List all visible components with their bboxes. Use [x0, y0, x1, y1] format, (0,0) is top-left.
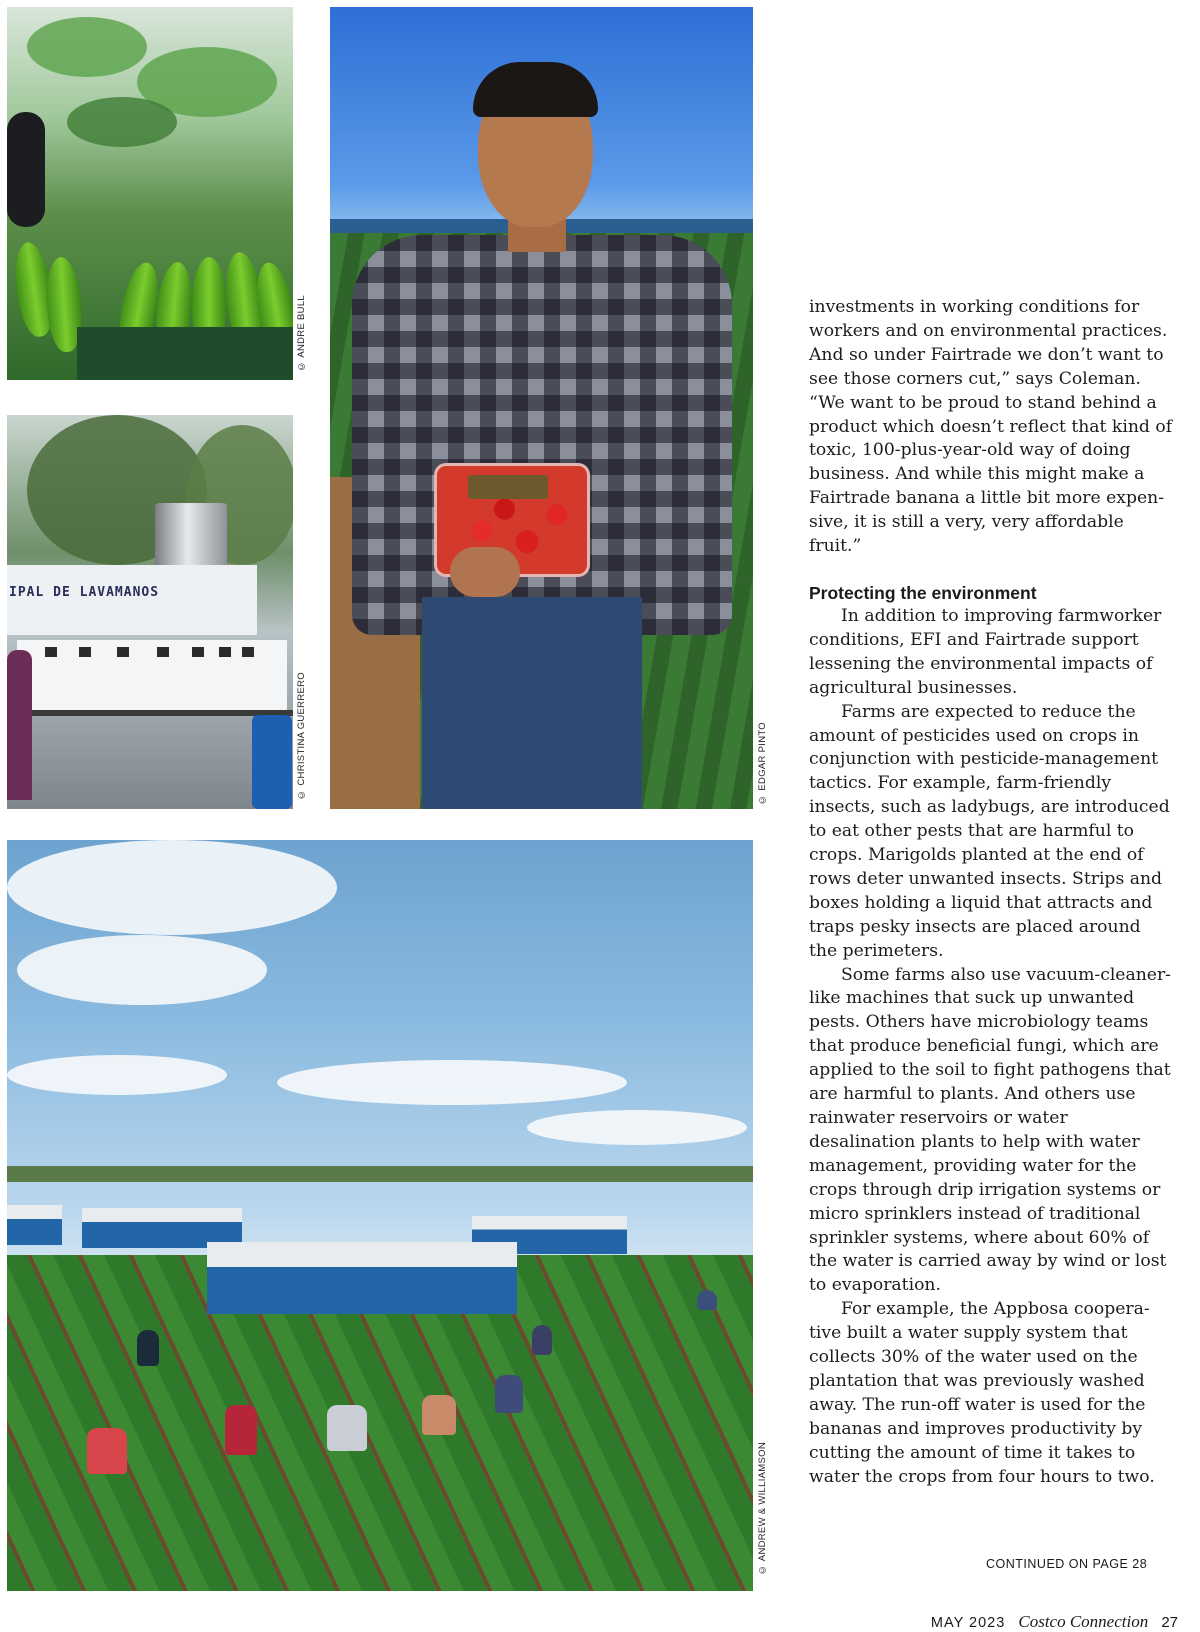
photo-wash-station	[7, 415, 293, 809]
article-paragraph: Some farms also use vacuum-cleaner-like machines that suck up unwanted pests. Others have microbiology teams that produce beneficial fungi, which are applied to the soil to fight pathogens that are harmful to plants. And others use rainwater reservoirs or water desalination plants to help with water management, providing water for the crops through drip irrigation systems or micro sprinklers instead of traditional sprinkler systems, where about 60% of the water is carried away by wind or lost to evaporation.	[809, 964, 1171, 1296]
article-paragraph: investments in working conditions for workers and on environmental practices. And so under Fairtrade we don’t want to see those corners cut,” says Coleman. “We want to be proud to stand behind a product which doesn’t reflect that kind of toxic, 100-plus-year-old way of doing business. And while this might make a Fairtrade banana a little bit more expensive, it is still a very, very affordable fruit.”	[809, 297, 1173, 557]
section-heading: Protecting the environment	[809, 582, 1037, 603]
photo-credit-wash-station: © CHRISTINA GUERRERO	[296, 672, 307, 800]
wash-station-sign: IPAL DE LAVAMANOS	[9, 585, 160, 600]
article-column	[809, 296, 1174, 1490]
photo-bananas	[7, 7, 293, 380]
article-paragraph: For example, the Appbosa cooperative built a water supply system that collects 30% of the water used on the plantation that was previously washed away. The run-off water is used for the bananas and improves productivity by cutting the amount of time it takes to water the crops from four hours to two.	[809, 1299, 1155, 1487]
issue-date: MAY 2023	[930, 1615, 1006, 1631]
page-footer	[931, 1612, 1178, 1632]
continued-on-note: CONTINUED ON PAGE 28	[986, 1557, 1148, 1571]
article-paragraph: In addition to improving farmworker conditions, EFI and Fairtrade support lessening the environmental impacts of agricultural businesses.	[809, 605, 1162, 698]
article-paragraph: Farms are expected to reduce the amount of pesticides used on crops in conjunction with pesticide-management tactics. For example, farm-friendly insects, such as ladybugs, are introduced to eat other pests that are harmful to crops. Marigolds planted at the end of rows deter unwanted insects. Strips and boxes holding a liquid that attracts and traps pesky insects are placed around the perimeters.	[809, 701, 1170, 961]
photo-strawberry-field	[7, 840, 753, 1591]
photo-credit-field: © ANDREW & WILLIAMSON	[757, 1442, 768, 1575]
magazine-name: Costco Connection	[1018, 1612, 1149, 1631]
photo-credit-bananas: © ANDRE BULL	[296, 295, 307, 372]
photo-credit-farmer: © EDGAR PINTO	[757, 722, 768, 805]
page-number: 27	[1161, 1614, 1178, 1631]
photo-farmer-portrait	[330, 7, 753, 809]
